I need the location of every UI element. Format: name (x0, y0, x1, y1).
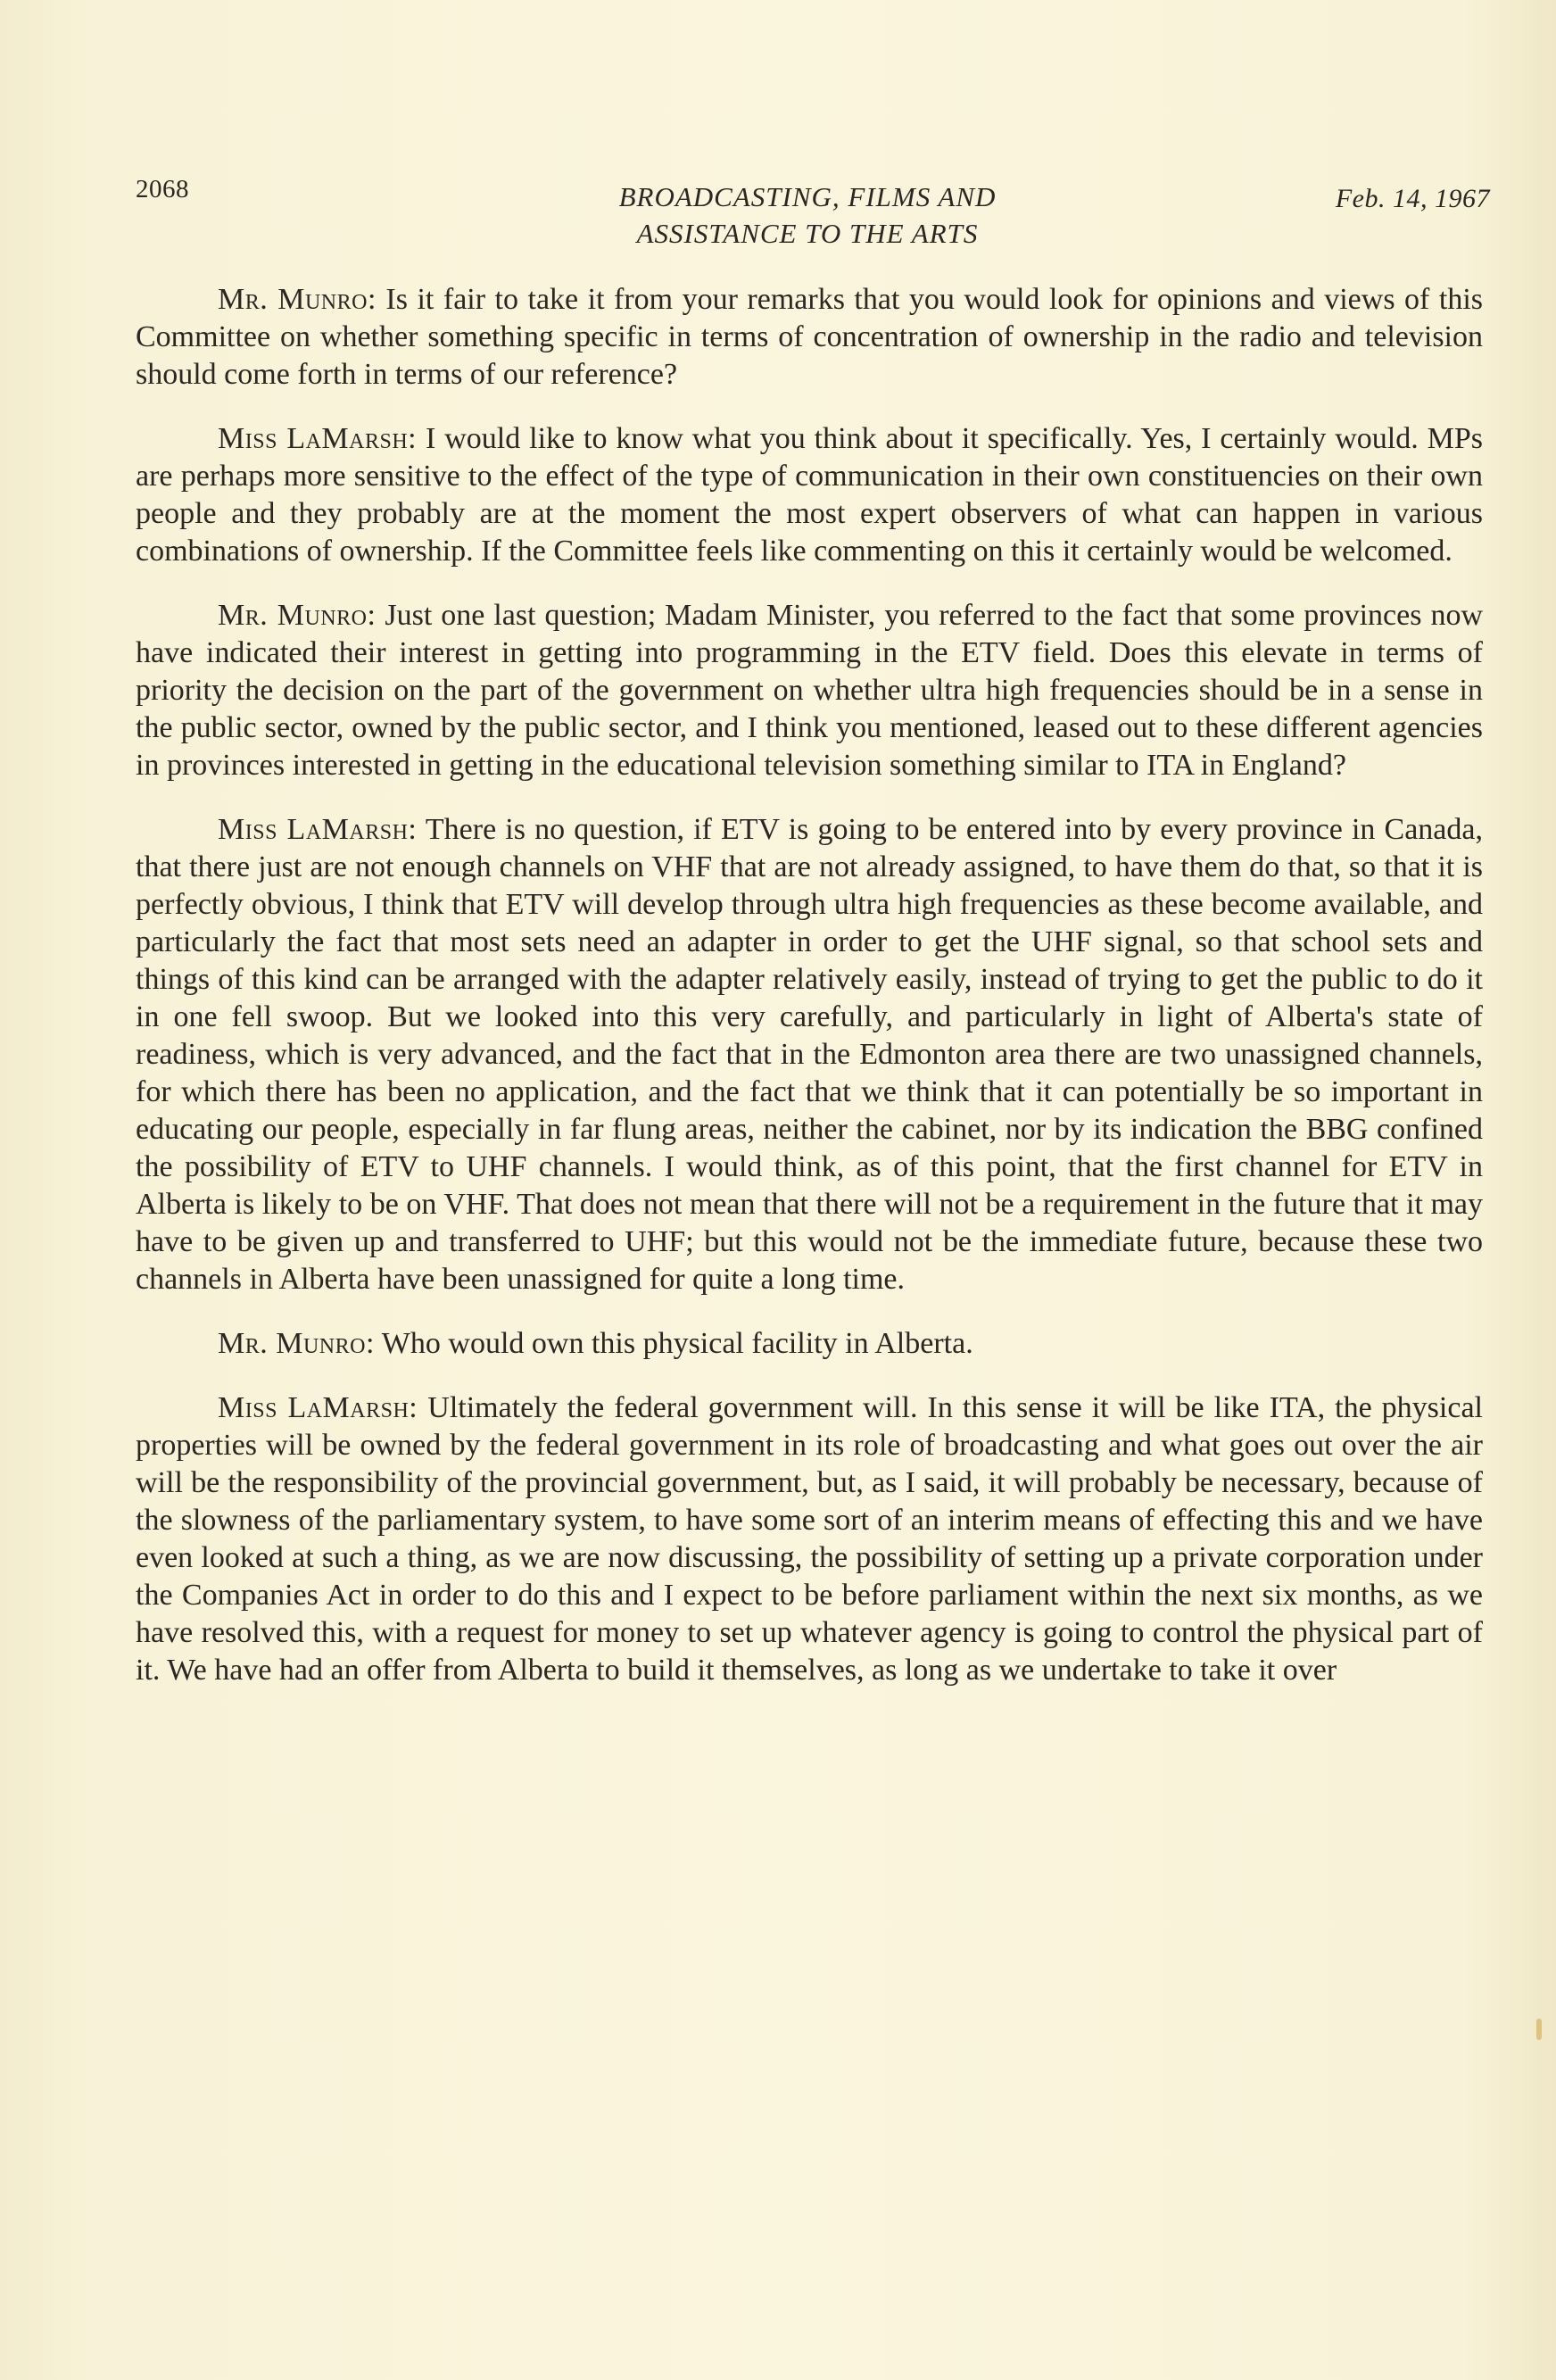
header-date: Feb. 14, 1967 (1335, 184, 1490, 213)
speaker-name: Mr. Munro: (218, 283, 377, 316)
paragraph-6 (136, 1389, 1483, 1689)
paragraph-1 (136, 281, 1483, 394)
paragraph-text: Just one last question; Madam Minister, you referred to the fact that some provinces now have indicated their interest in getting into programming in the ETV field. Does this elevate in terms of priority the decision on the part of the government on whether ultra high frequencies should be in a sense in the public sector, owned by the public sector, and I think you mentioned, leased out to these different agencies in provinces interested in getting in the educational television something similar to ITA in England? (136, 599, 1483, 782)
speaker-name: Miss LaMarsh: (218, 813, 418, 846)
speaker-name: Miss LaMarsh: (218, 422, 418, 455)
paragraph-text: Is it fair to take it from your remarks that you would look for opinions and views of this Committee on whether something specific in terms of concentration of ownership in the radio and television should come forth in terms of our reference? (136, 283, 1483, 391)
running-title-line-2: ASSISTANCE TO THE ARTS (636, 218, 979, 249)
speaker-name: Mr. Munro: (218, 599, 377, 632)
paragraph-5 (136, 1325, 1483, 1363)
paragraph-2 (136, 420, 1483, 570)
paragraph-3 (136, 597, 1483, 784)
paragraph-4 (136, 811, 1483, 1298)
page-header (125, 175, 1490, 255)
transcript-body (136, 281, 1483, 1716)
speaker-name: Mr. Munro: (218, 1327, 375, 1360)
running-title (125, 178, 1490, 252)
paragraph-text: I would like to know what you think about it specifically. Yes, I certainly would. MPs are perhaps more sensitive to the effect of the type of communication in their own constituencies on their own people and they probably are at the moment the most expert observers of what can happen in various combinations of ownership. If the Committee feels like commenting on this it certainly would be welcomed. (136, 422, 1484, 568)
speaker-name: Miss LaMarsh: (218, 1391, 418, 1424)
page-number: 2068 (136, 175, 189, 203)
page-edge-mark (1536, 2019, 1542, 2040)
paragraph-text: There is no question, if ETV is going to be entered into by every province in Canada, that there just are not enough channels on VHF that are not already assigned, to have them do that, so that it is perfectly obvious, I think that ETV will develop through ultra high frequencies as these become available, and particularly the fact that most sets need an adapter in order to get the UHF signal, so that school sets and things of this kind can be arranged with the adapter relatively easily, instead of trying to get the public to do it in one fell swoop. But we looked into this very carefully, and particularly in light of Alberta's state of readiness, which is very advanced, and the fact that in the Edmonton area there are two unassigned channels, for which there has been no application, and the fact that we think that it can potentially be so important in educating our people, especially in far flung areas, neither the cabinet, nor by its indication the BBG confined the possibility of ETV to UHF channels. I would think, as of this point, that the first channel for ETV in Alberta is likely to be on VHF. That does not mean that there will not be a requirement in the future that it may have to be given up and transferred to UHF; but this would not be the immediate future, because these two channels in Alberta have been unassigned for quite a long time. (136, 813, 1483, 1296)
paragraph-text: Who would own this physical facility in Alberta. (374, 1327, 973, 1360)
paragraph-text: Ultimately the federal government will. In this sense it will be like ITA, the physical properties will be owned by the federal government in its role of broadcasting and what goes out over the air will be the responsibility of the provincial government, but, as I said, it will probably be necessary, because of the slowness of the parliamentary system, to have some sort of an interim means of effecting this and we have even looked at such a thing, as we are now discussing, the possibility of setting up a private corporation under the Companies Act in order to do this and I expect to be before parliament within the next six months, as we have resolved this, with a request for money to set up whatever agency is going to control the physical part of it. We have had an offer from Alberta to build it themselves, as long as we undertake to take it over (136, 1391, 1483, 1687)
running-title-line-1: BROADCASTING, FILMS AND (618, 181, 997, 212)
